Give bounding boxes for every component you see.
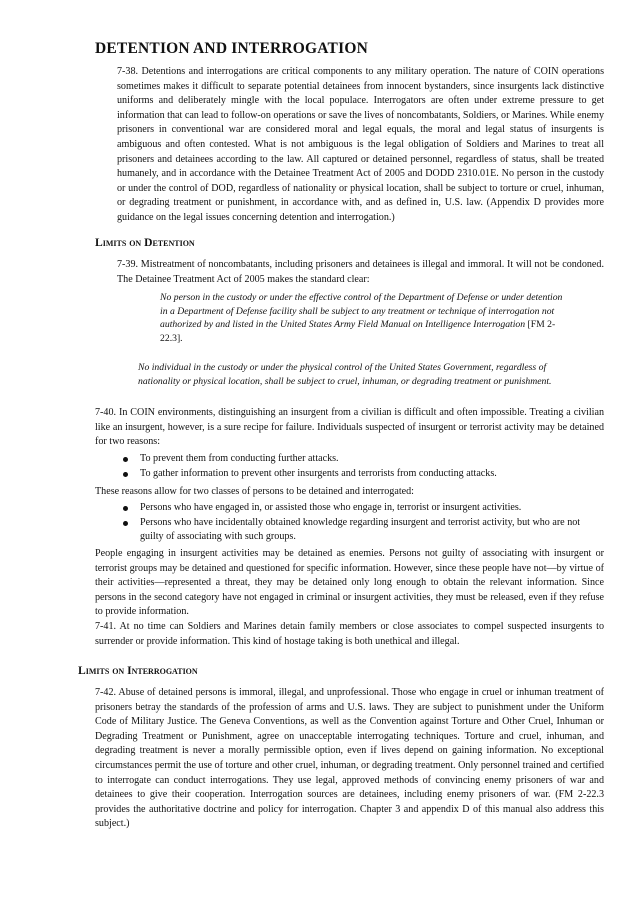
detention-reasons-list bbox=[118, 452, 598, 481]
paragraph-7-40: 7-40. In COIN environments, distinguishing an insurgent from a civilian is difficult and often impossible. Treating a civilian like an insurgent, however, is a sure recipe for failure. Individuals suspected of insurgent or terrorist activity may be detained for two reasons: bbox=[95, 407, 604, 448]
block-quote-interrogation-standard bbox=[160, 291, 572, 345]
classes-intro: These reasons allow for two classes of persons to be detained and interrogated: bbox=[95, 486, 414, 497]
paragraph-detention-of-enemies: People engaging in insurgent activities may be detained as enemies. Persons not guilty of associating with insurgent or terrorist groups may be detained and questioned for specific information. However, since these people have not—by virtue of their activities—represented a threat, they may be detained only long enough to obtain the relevant information. Since persons in the second category have not engaged in criminal or insurgent activities, they must be released, even if they refuse to provide information. bbox=[95, 548, 604, 618]
list-item: Persons who have incidentally obtained knowledge regarding insurgent and terrorist activity, but who are not guilty of associating with such groups. bbox=[118, 516, 604, 545]
paragraph-7-39: 7-39. Mistreatment of noncombatants, including prisoners and detainees is illegal and immoral. It will not be condoned. The Detainee Treatment Act of 2005 makes the standard clear: bbox=[117, 259, 604, 285]
paragraph-7-42: 7-42. Abuse of detained persons is immoral, illegal, and unprofessional. Those who engage in cruel or inhuman treatment of prisoners betray the standards of the profession of arms and U.S. laws. They are subject to punishment under the Uniform Code of Military Justice. The Geneva Conventions, as well as the Convention against Torture and Other Cruel, Inhuman or Degrading Treatment or Punishment, agree on unacceptable interrogating techniques. Torture and cruel, inhuman, and degrading treatment is never a morally permissible option, even if lives depend on gaining information. No exceptional circumstances permit the use of torture and other cruel, inhuman, or degrading treatment. Only personnel trained and certified to interrogate can conduct interrogations. They use legal, approved methods of convincing enemy prisoners of war and detainees to give their cooperation. Interrogation sources are detainees, including enemy prisoners of war. (FM 2-22.3 provides the authoritative doctrine and policy for interrogation. Chapter 3 and appendix D of this manual also address this subject.) bbox=[95, 687, 604, 830]
paragraph-7-38: 7-38. Detentions and interrogations are critical components to any military operation. The nature of COIN operations sometimes makes it difficult to separate potential detainees from innocent bystanders, since insurgents lack distinctive uniforms and deliberately mingle with the local populace. Interrogators are often under extreme pressure to get information that can lead to follow-on operations or save the lives of noncombatants, Soldiers, or Marines. While enemy prisoners in conventional war are considered moral and legal equals, the moral and legal status of insurgents is ambiguous and often contested. What is not ambiguous is the legal obligation of Soldiers and Marines to treat all prisoners and detainees according to the law. All captured or detained personnel, regardless of status, shall be treated humanely, and in accordance with the Detainee Treatment Act of 2005 and DODD 2310.01E. No person in the custody or under the control of DOD, regardless of nationality or physical location, shall be subject to torture or cruel, inhuman, or degrading treatment or punishment, in accordance with, and as defined in, U.S. law. (Appendix D provides more guidance on the legal issues concerning detention and interrogation.) bbox=[117, 66, 604, 223]
heading-limits-on-detention: Limits on Detention bbox=[95, 236, 195, 249]
list-item: To prevent them from conducting further attacks. bbox=[118, 452, 598, 467]
list-item: To gather information to prevent other insurgents and terrorists from conducting attacks. bbox=[118, 467, 598, 482]
section-title: DETENTION AND INTERROGATION bbox=[95, 40, 368, 57]
detainee-classes-list bbox=[118, 501, 604, 545]
heading-limits-on-interrogation: Limits on Interrogation bbox=[78, 664, 198, 677]
paragraph-7-41: 7-41. At no time can Soldiers and Marines detain family members or close associates to compel suspected insurgents to surrender or provide information. This kind of hostage taking is both unethical and illegal. bbox=[95, 621, 604, 647]
block-quote-text: No person in the custody or under the effective control of the Department of Defense or under detention in a Department of Defense facility shall be subject to any treatment or technique of interrogation not authorized by and listed in the United States Army Field Manual on Intelligence Interrogation bbox=[160, 292, 563, 331]
block-quote-cruel-treatment: No individual in the custody or under the physical control of the United States Government, regardless of nationality or physical location, shall be subject to cruel, inhuman, or degrading treatment or punishment. bbox=[138, 362, 552, 387]
list-item: Persons who have engaged in, or assisted those who engage in, terrorist or insurgent activities. bbox=[118, 501, 604, 516]
block-quote-citation: [FM 2-22.3]. bbox=[160, 319, 556, 344]
